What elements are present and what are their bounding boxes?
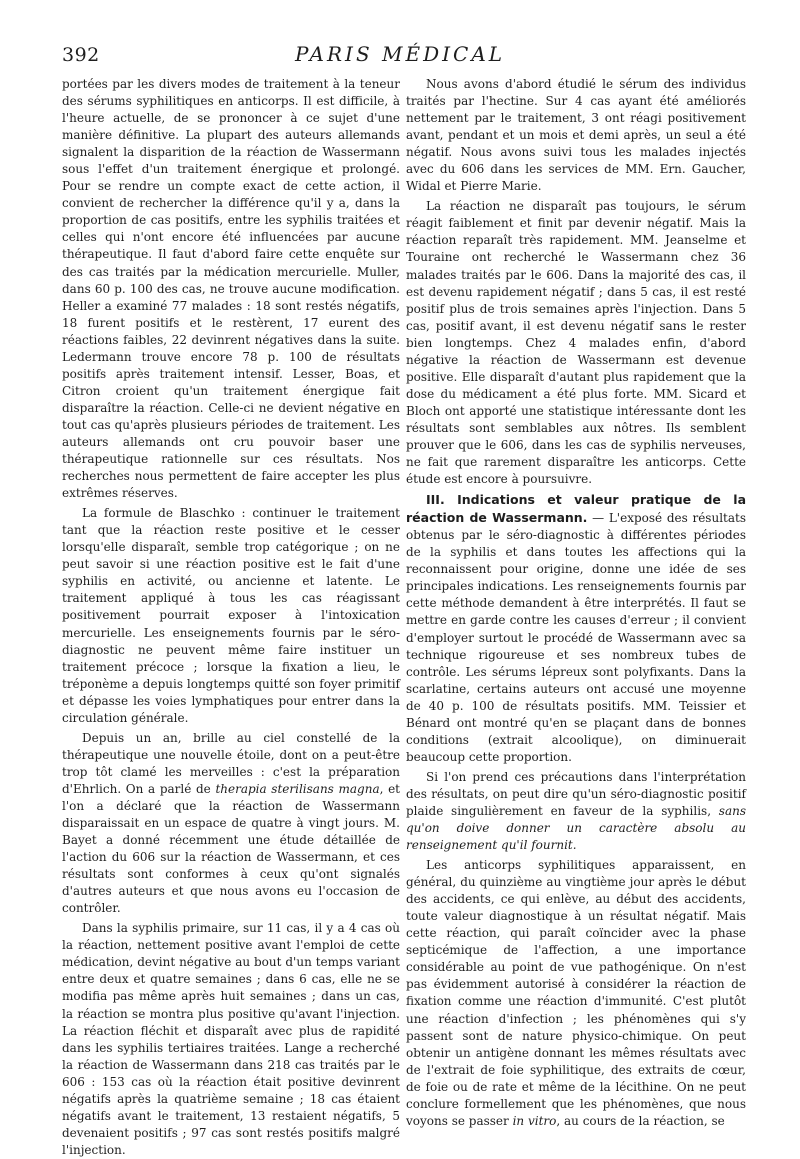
section-heading: III. Indications et valeur pratique de la réaction de Wassermann. bbox=[406, 492, 746, 526]
paragraph: La formule de Blaschko : continuer le traitement tant que la réaction reste positive et le cesser lorsqu'elle disparaît, semble trop catégorique ; on ne peut savoir si une réaction positive est le fait d'une syphilis en activité, ou ancienne et latente. Le traitement appliqué à tous les cas réagissant positivement pourrait exposer à l'intoxication mercurielle. Les enseignements fournis par le séro-diagnostic ne peuvent même faire instituer un traitement précoce ; lorsque la fixation a lieu, le tréponème a depuis longtemps quitté son foyer primitif et dépasse les voies lymphatiques pour entrer dans la circulation générale. bbox=[62, 506, 400, 725]
page-number: 392 bbox=[62, 44, 100, 66]
paragraph: La réaction ne disparaît pas toujours, le sérum réagit faiblement et finit par devenir négatif. Mais la réaction reparaît très rapidement. MM. Jeanselme et Touraine ont recherché le Wassermann chez 36 malades traités par le 606. Dans la majorité des cas, il est devenu rapidement négatif ; dans 5 cas, il est resté positif plus de trois semaines après l'injection. Dans 5 cas, positif avant, il est devenu négatif sans le rester bien longtemps. Chez 4 malades enfin, d'abord négative la réaction de Wassermann est devenue positive. Elle disparaît d'autant plus rapidement que la dose du médicament a été plus forte. MM. Sicard et Bloch ont apporté une statistique intéressante dont les résultats sont semblables aux nôtres. Ils semblent prouver que le 606, dans les cas de syphilis nerveuses, ne fait que rarement disparaître les anticorps. Cette étude est encore à poursuivre. bbox=[406, 199, 746, 487]
paragraph: Nous avons d'abord étudié le sérum des individus traités par l'hectine. Sur 4 cas ayant été améliorés nettement par le traitement, 3 ont réagi positivement avant, pendant et un mois et demi après, un seul a été négatif. Nous avons suivi tous les malades injectés avec du 606 dans les services de MM. Ern. Gaucher, Widal et Pierre Marie. bbox=[406, 77, 746, 194]
paragraph: portées par les divers modes de traitement à la teneur des sérums syphilitiques en anticorps. Il est difficile, à l'heure actuelle, de se prononcer à ce sujet d'une manière définitive. La plupart des auteurs allemands signalent la disparition de la réaction de Wassermann sous l'effet d'un traitement énergique et prolongé. Pour se rendre un compte exact de cette action, il convient de rechercher la différence qu'il y a, dans la proportion de cas positifs, entre les syphilis traitées et celles qui n'ont encore été influencées par aucune thérapeutique. Il faut d'abord faire cette enquête sur des cas traités par la médication mercurielle. Muller, dans 60 p. 100 des cas, ne trouve aucune modification. Heller a examiné 77 malades : 18 sont restés négatifs, 18 furent positifs et le restèrent, 17 eurent des réactions faibles, 22 devinrent négatives dans la suite. Ledermann trouve encore 78 p. 100 de résultats positifs après traitement intensif. Lesser, Boas, et Citron croient qu'un traitement énergique fait disparaître la réaction. Celle-ci ne devient négative en tout cas qu'après plusieurs périodes de traitement. Les auteurs allemands ont cru pouvoir baser une thérapeutique rationnelle sur ces résultats. Nos recherches nous permettent de faire accepter les plus extrêmes réserves. bbox=[62, 77, 400, 501]
text-run: Depuis un an, brille au ciel constellé de la thérapeutique une nouvelle étoile, dont on a peut-être trop tôt clamé les merveilles : c'est la préparation d'Ehrlich. On a parlé de bbox=[62, 730, 400, 796]
paragraph bbox=[406, 491, 746, 766]
text-run: , et l'on a déclaré que la réaction de Wassermann disparaissait en un espace de quatre à vingt jours. M. Bayet a donné récemment une étude détaillée de l'action du 606 sur la réaction de Wassermann, et ces résultats sont conformes à ceux qu'ont signalés d'autres auteurs et que nous avons eu l'occasion de contrôler. bbox=[62, 781, 400, 916]
text-run: , au cours de la réaction, se bbox=[556, 1113, 725, 1128]
journal-title: PARIS MÉDICAL bbox=[294, 42, 506, 66]
paragraph bbox=[406, 857, 746, 1130]
paragraph bbox=[62, 730, 400, 918]
italic-term: therapia sterilisans magna bbox=[215, 781, 380, 796]
paragraph bbox=[406, 769, 746, 854]
right-column bbox=[406, 76, 746, 1130]
italic-phrase: sans qu'on doive donner un caractère absolu au renseignement qu'il fournit. bbox=[406, 803, 746, 853]
text-run: Si l'on prend ces précautions dans l'interprétation des résultats, on peut dire qu'un séro-diagnostic positif plaide singulièrement en faveur de la syphilis, bbox=[406, 769, 746, 818]
text-run: Les anticorps syphilitiques apparaissent, en général, du quinzième au vingtième jour après le début des accidents, ce qui enlève, au début des accidents, toute valeur diagnostique à un résultat négatif. Mais cette réaction, qui paraît coïncider avec la phase septicémique de l'affection, a une importance considérable au point de vue pathogénique. On n'est pas évidemment autorisé à considérer la réaction de fixation comme une réaction d'immunité. C'est plutôt une réaction d'infection ; les phénomènes qui s'y passent sont de nature physico-chimique. On peut obtenir un antigène donnant les mêmes résultats avec de l'extrait de foie syphilitique, des extraits de cœur, de foie ou de rate et même de la lécithine. On ne peut conclure formellement que les phénomènes, que nous voyons se passer bbox=[406, 858, 746, 1128]
italic-term: in vitro bbox=[512, 1113, 557, 1128]
left-column bbox=[62, 76, 400, 1159]
paragraph: Dans la syphilis primaire, sur 11 cas, il y a 4 cas où la réaction, nettement positive avant l'emploi de cette médication, devint négative au bout d'un temps variant entre deux et quatre semaines ; dans 6 cas, elle ne se modifia pas même après huit semaines ; dans un cas, la réaction se montra plus positive qu'avant l'injection. La réaction fléchit et disparaît avec plus de rapidité dans les syphilis tertiaires traitées. Lange a recherché la réaction de Wassermann dans 218 cas traités par le 606 : 153 cas où la réaction était positive devinrent négatifs après la quatrième semaine ; 18 cas étaient négatifs avant le traitement, 13 restaient négatifs, 5 devenaient positifs ; 97 cas sont restés positifs malgré l'injection. bbox=[62, 921, 400, 1157]
text-run: — L'exposé des résultats obtenus par le séro-diagnostic à différentes périodes de la syphilis et dans toutes les affections qui la reconnaissent pour origine, donne une idée de ses principales indications. Les renseignements fournis par cette méthode demandent à être interprétés. Il faut se mettre en garde contre les causes d'erreur ; il convient d'employer surtout le procédé de Wassermann avec sa technique rigoureuse et ses nombreux tubes de contrôle. Les sérums lépreux sont polyfixants. Dans la scarlatine, certains auteurs ont accusé une moyenne de 40 p. 100 de résultats positifs. MM. Teissier et Bénard ont montré qu'en se plaçant dans de bonnes conditions (extrait alcoolique), on diminuerait beaucoup cette proportion. bbox=[406, 511, 746, 764]
